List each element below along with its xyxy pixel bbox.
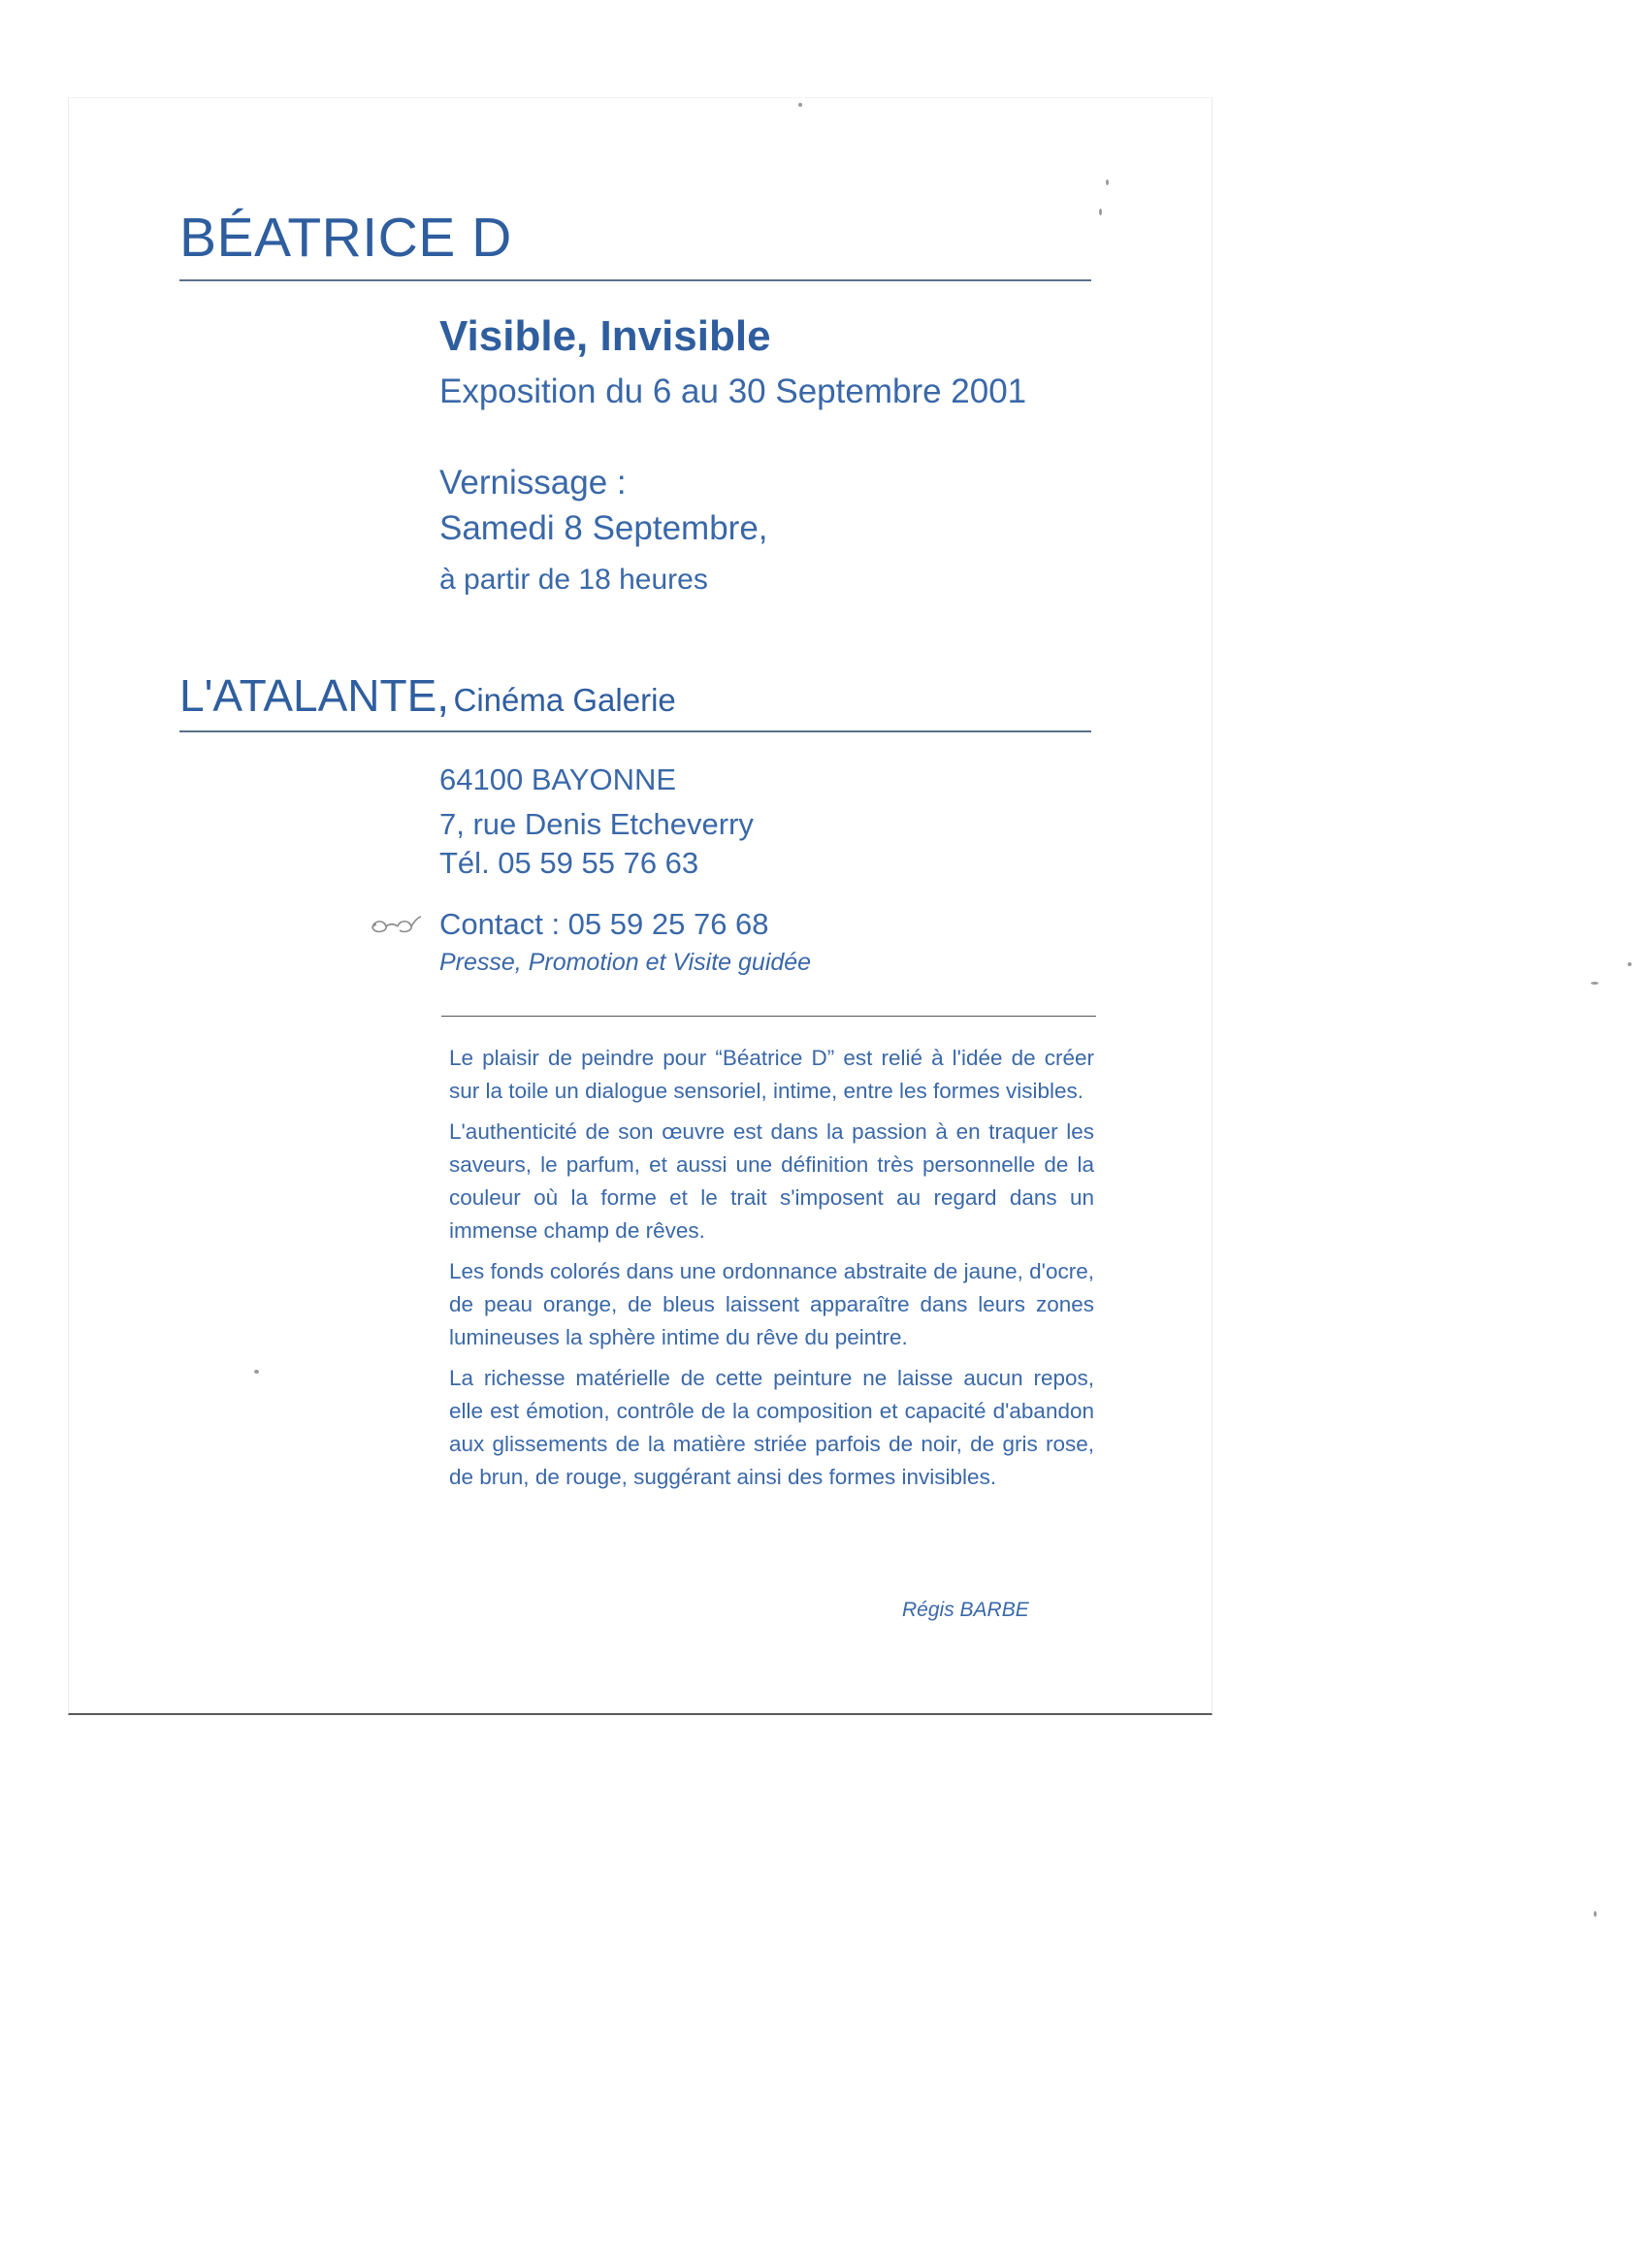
artist-name: BÉATRICE D: [179, 207, 512, 269]
scan-speck: [1106, 179, 1109, 185]
glasses-icon: [369, 912, 423, 939]
signature: Régis BARBE: [902, 1599, 1029, 1621]
venue-phone: Tél. 05 59 55 76 63: [439, 846, 699, 880]
contact-line: Contact : 05 59 25 76 68: [439, 907, 769, 941]
divider-text: [441, 1016, 1096, 1017]
paragraph: La richesse matérielle de cette peinture ne laisse aucun repos, elle est émotion, contrôle de la composition et capacité d'abandon aux glissements de la matière striée parfois de noir, de gris rose, de brun, de rouge, suggérant ainsi des formes invisibles.: [449, 1366, 1094, 1489]
vernissage-time: à partir de 18 heures: [439, 564, 708, 596]
exhibition-dates: Exposition du 6 au 30 Septembre 2001: [439, 373, 1027, 410]
venue-subtitle: Cinéma Galerie: [453, 682, 676, 718]
scan-speck: [1099, 209, 1102, 215]
exhibition-title: Visible, Invisible: [439, 312, 771, 360]
venue-name: L'ATALANTE,: [179, 670, 450, 721]
vernissage-label: Vernissage :: [439, 464, 627, 502]
paragraph: L'authenticité de son œuvre est dans la passion à en traquer les saveurs, le parfum, et aussi une définition très personnelle de la couleur où la forme et le trait s'imposent au regard dans un immense champ de rêves.: [449, 1119, 1094, 1243]
divider-venue: [179, 730, 1091, 732]
scan-speck: [254, 1370, 259, 1374]
scan-speck: [1594, 1911, 1597, 1917]
paragraph: Le plaisir de peindre pour “Béatrice D” est relié à l'idée de créer sur la toile un dialogue sensoriel, intime, entre les formes visibles.: [449, 1046, 1094, 1103]
critic-text: [449, 1042, 1094, 1502]
contact-services: Presse, Promotion et Visite guidée: [439, 949, 812, 976]
scan-speck: [798, 103, 802, 107]
scan-speck: [1628, 962, 1632, 966]
venue-heading: [179, 669, 676, 722]
address-street: 7, rue Denis Etcheverry: [439, 807, 754, 841]
address-city: 64100 BAYONNE: [439, 762, 677, 796]
scan-speck: [1591, 982, 1599, 985]
vernissage-date: Samedi 8 Septembre,: [439, 509, 768, 547]
paragraph: Les fonds colorés dans une ordonnance abstraite de jaune, d'ocre, de peau orange, de bleus laissent apparaître dans leurs zones lumineuses la sphère intime du rêve du peintre.: [449, 1259, 1094, 1349]
divider-top: [179, 279, 1091, 281]
